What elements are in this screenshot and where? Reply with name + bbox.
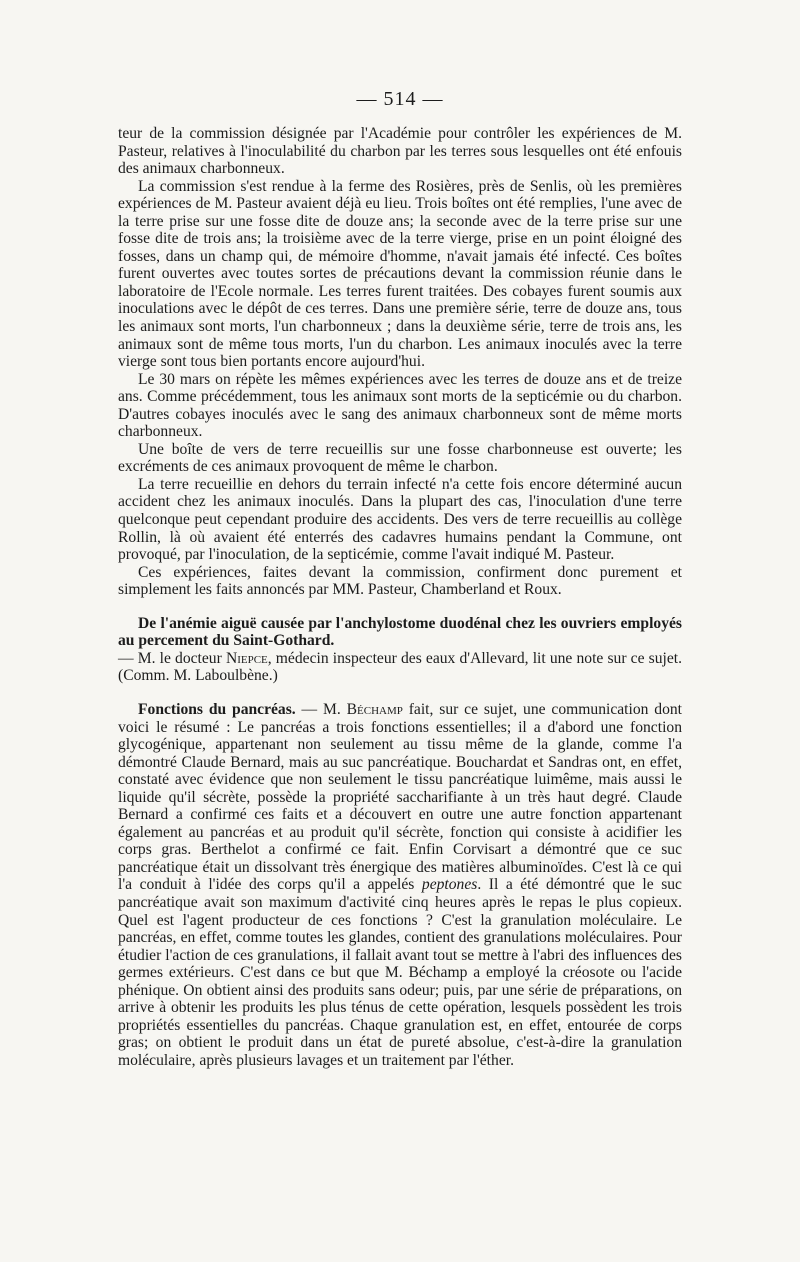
anemie-body-suffix: , médecin inspecteur des eaux d'Allevard, lit une note sur ce sujet. (Comm. M. Laboulbène.) bbox=[118, 649, 682, 685]
anemie-author: Niepce bbox=[225, 649, 268, 667]
pancreas-runin-title: Fonctions du pancréas. bbox=[138, 700, 296, 718]
section-anemie-body bbox=[118, 650, 682, 685]
pancreas-author: Béchamp bbox=[346, 700, 403, 718]
section-pancreas-body bbox=[118, 701, 682, 1069]
pancreas-body-after: . Il a été démontré que le suc pancréatique avait son maximum d'activité cinq heures après le repas le plus copieux. Quel est l'agent producteur de ces fonctions ? C'est la granulation moléculaire. Le pancréas, en effet, comme toutes les glandes, contient des granulations moléculaires. Pour étudier l'action de ces granulations, il fallait avant tout se mettre à l'abri des influences des germes extérieurs. C'est dans ce but que M. Béchamp a employé la créosote ou l'acide phénique. On obtient ainsi des produits sans odeur; puis, par une série de préparations, on arrive à obtenir les produits les plus ténus de cette opération, lesquels possèdent les trois propriétés essentielles du pancréas. Chaque granulation est, en effet, entourée de corps gras; on obtient le produit dans un état de pureté absolue, c'est-à-dire la granulation moléculaire, après plusieurs lavages et un traitement par l'éther. bbox=[118, 876, 682, 1069]
section-heading-anemie: De l'anémie aiguë causée par l'anchylostome duodénal chez les ouvriers employés au percement du Saint-Gothard. bbox=[118, 614, 682, 650]
pancreas-body: fait, sur ce sujet, une communication dont voici le résumé : Le pancréas a trois fonctions essentielles; il a d'abord une fonction glycogénique, appartenant non seulement au tissu même de la glande, comme l'a démontré Claude Bernard, mais au suc pancréatique. Bouchardat et Sandras ont, en effet, constaté avec évidence que non seulement le tissu pancréatique luimême, mais aussi le liquide qu'il sécrète, possède la propriété saccharifiante à un très haut degré. Claude Bernard a confirmé ces faits et a découvert en outre une autre fonction appartenant également au pancréas et au produit qu'il sécrète, fonction qui consiste à acidifier les corps gras. Berthelot a confirmé ce fait. Enfin Corvisart a démontré que ce suc pancréatique était un dissolvant très énergique des matières albuminoïdes. C'est là ce qui l'a conduit à l'idée des corps qu'il a appelés bbox=[118, 700, 682, 894]
section-gap bbox=[118, 685, 682, 701]
paragraph-5: La terre recueillie en dehors du terrain infecté n'a cette fois encore déterminé aucun accident chez les animaux inoculés. Dans la plupart des cas, l'inoculation d'une terre quelconque peut cependant produire des accidents. Des vers de terre recueillis au collège Rollin, là où avaient été enterrés des cadavres humains pendant la Commune, ont provoqué, par l'inoculation, de la septicémie, comme l'avait indiqué M. Pasteur. bbox=[118, 475, 682, 564]
pancreas-italic-term: peptones bbox=[421, 876, 478, 894]
paragraph-6: Ces expériences, faites devant la commission, confirment donc purement et simplement les faits annoncés par MM. Pasteur, Chamberland et Roux. bbox=[118, 563, 682, 599]
paragraph-3: Le 30 mars on répète les mêmes expériences avec les terres de douze ans et de treize ans. Comme précédemment, tous les animaux sont morts de la septicémie ou du charbon. D'autres cobayes inoculés avec le sang des animaux charbonneux sont de même morts charbonneux. bbox=[118, 370, 682, 441]
section-gap bbox=[118, 599, 682, 615]
paragraph-2: La commission s'est rendue à la ferme des Rosières, près de Senlis, où les premières expériences de M. Pasteur avaient déjà eu lieu. Trois boîtes ont été remplies, l'une avec de la terre prise sur une fosse dite de douze ans; la seconde avec de la terre prise sur une fosse dite de trois ans; la troisième avec de la terre vierge, prise en un point éloigné des fosses, dans un champ qui, de mémoire d'homme, n'avait jamais été infecté. Ces boîtes furent ouvertes avec toutes sortes de précautions devant la commission réunie dans le laboratoire de l'Ecole normale. Les terres furent traitées. Des cobayes furent soumis aux inoculations avec le dépôt de ces terres. Dans une première série, terre de douze ans, tous les animaux sont morts, l'un charbonneux ; dans la deuxième série, terre de trois ans, les animaux sont de même tous morts, l'un du charbon. Les animaux inoculés avec la terre vierge sont tous bien portants encore aujourd'hui. bbox=[118, 177, 682, 371]
paragraph-1: teur de la commission désignée par l'Académie pour contrôler les expériences de M. Pasteur, relatives à l'inoculabilité du charbon par les terres sous lesquelles ont été enfouis des animaux charbonneux. bbox=[118, 125, 682, 178]
paragraph-4: Une boîte de vers de terre recueillis sur une fosse charbonneuse est ouverte; les excréments de ces animaux provoquent de même le charbon. bbox=[118, 440, 682, 476]
page-number: — 514 — bbox=[356, 88, 444, 110]
anemie-body-prefix: — M. le docteur bbox=[118, 649, 226, 667]
pancreas-dash: — M. bbox=[295, 700, 347, 718]
